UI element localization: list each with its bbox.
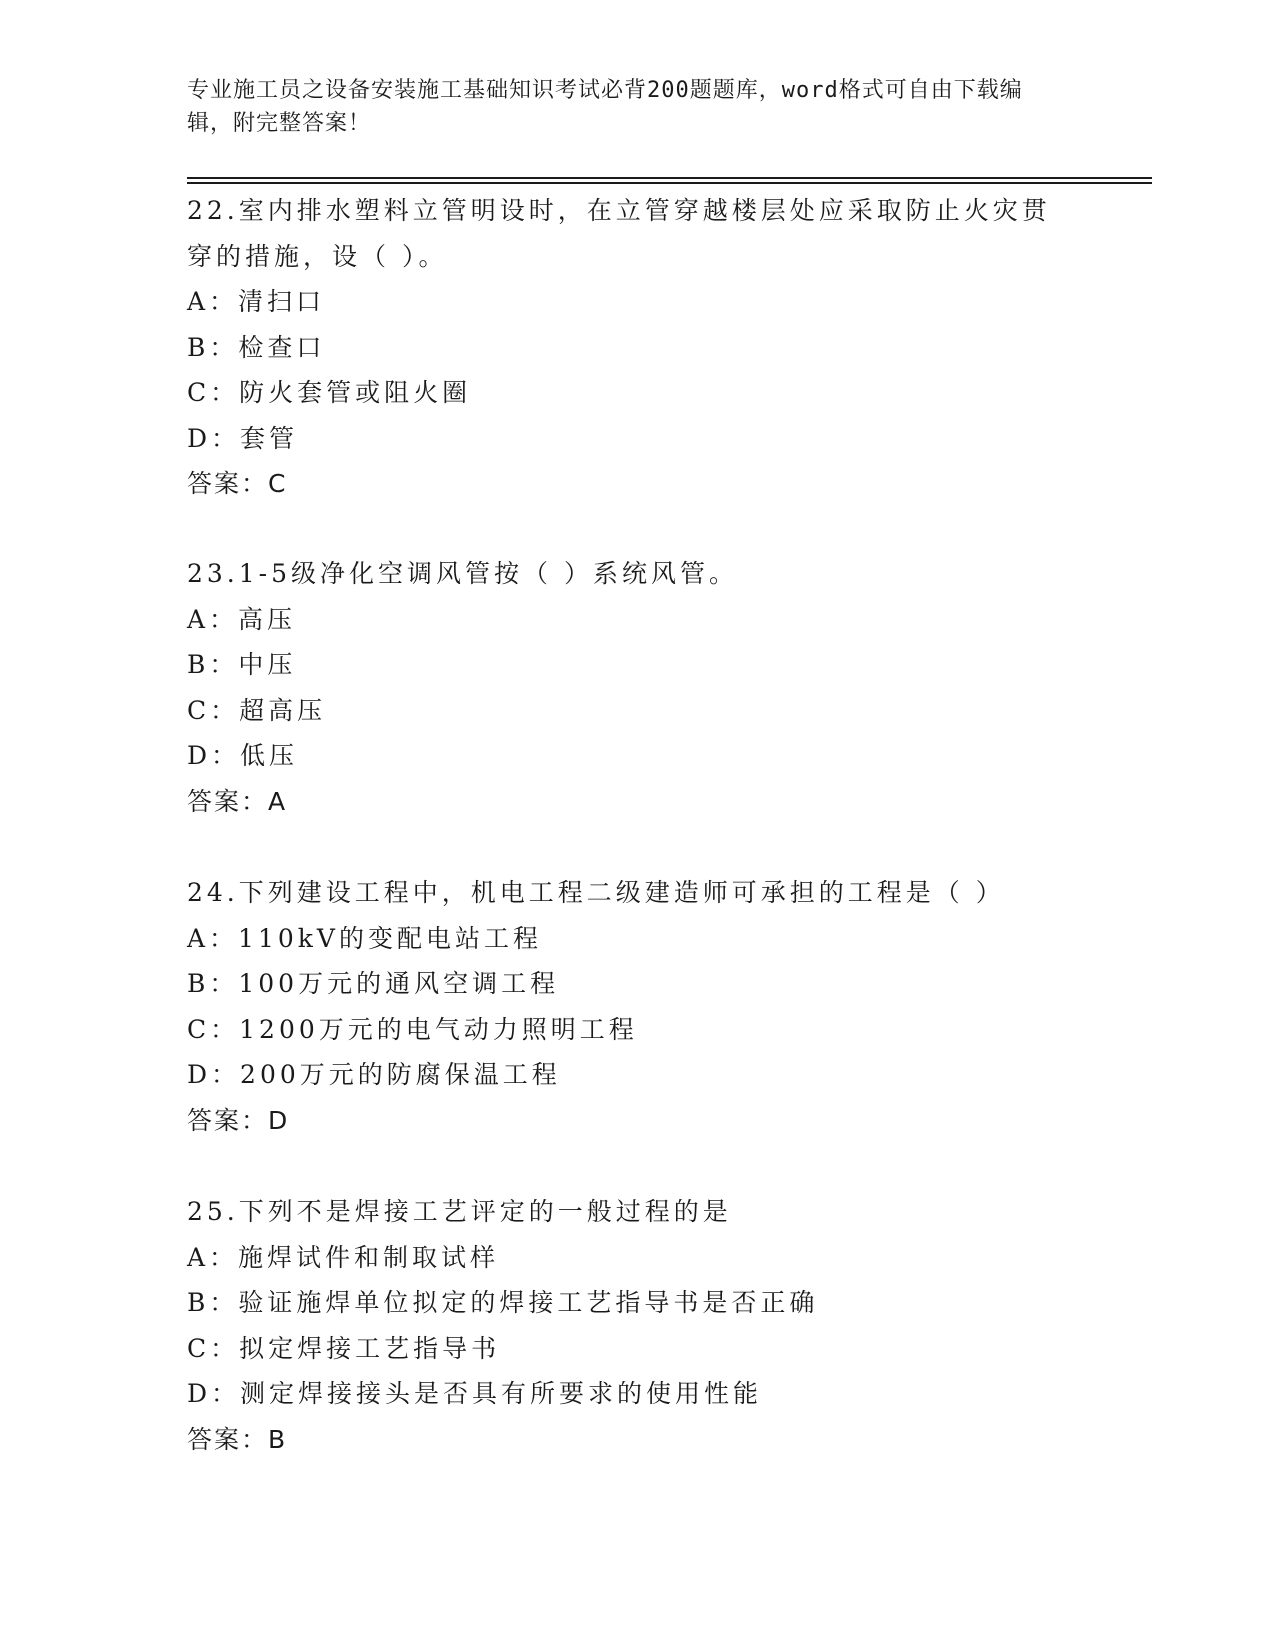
- question-24: [187, 870, 1087, 1143]
- question-22: [187, 188, 1087, 507]
- option-d: D：测定焊接接头是否具有所要求的使用性能: [187, 1379, 763, 1408]
- option-d: D：套管: [187, 423, 299, 453]
- question-stem: 22.室内排水塑料立管明设时，在立管穿越楼层处应采取防止火灾贯穿的措施，设（ ）。: [187, 196, 1051, 271]
- header-divider-bottom: [187, 182, 1152, 184]
- answer-line: 答案：A: [187, 786, 288, 816]
- question-stem: 24.下列建设工程中，机电工程二级建造师可承担的工程是（ ）: [187, 878, 1005, 907]
- header-text: 专业施工员之设备安装施工基础知识考试必背200题题库，word格式可自由下载编辑，附完整答案！: [187, 78, 1023, 136]
- option-a: A：清扫口: [187, 287, 326, 316]
- option-b: B：检查口: [187, 332, 326, 362]
- option-c: C：1200万元的电气动力照明工程: [187, 1014, 638, 1044]
- option-c: C：拟定焊接工艺指导书: [187, 1333, 501, 1363]
- answer-line: 答案：D: [187, 1105, 290, 1135]
- header-divider-top: [187, 177, 1152, 179]
- question-23: [187, 551, 1087, 824]
- option-c: C：防火套管或阻火圈: [187, 378, 472, 407]
- answer-line: 答案：B: [187, 1424, 288, 1454]
- document-header: [187, 74, 1067, 140]
- option-a: A：110kV的变配电站工程: [187, 923, 542, 953]
- option-a: A：施焊试件和制取试样: [187, 1242, 500, 1272]
- option-b: B：验证施焊单位拟定的焊接工艺指导书是否正确: [187, 1288, 819, 1317]
- option-a: A：高压: [187, 604, 297, 634]
- question-25: [187, 1189, 1087, 1462]
- question-stem: 25.下列不是焊接工艺评定的一般过程的是: [187, 1197, 732, 1226]
- option-b: B：100万元的通风空调工程: [187, 969, 560, 998]
- option-b: B：中压: [187, 650, 297, 679]
- option-d: D：低压: [187, 741, 299, 770]
- option-d: D：200万元的防腐保温工程: [187, 1060, 561, 1089]
- answer-line: 答案：C: [187, 469, 288, 498]
- question-stem: 23.1-5级净化空调风管按（ ）系统风管。: [187, 559, 738, 588]
- option-c: C：超高压: [187, 695, 327, 725]
